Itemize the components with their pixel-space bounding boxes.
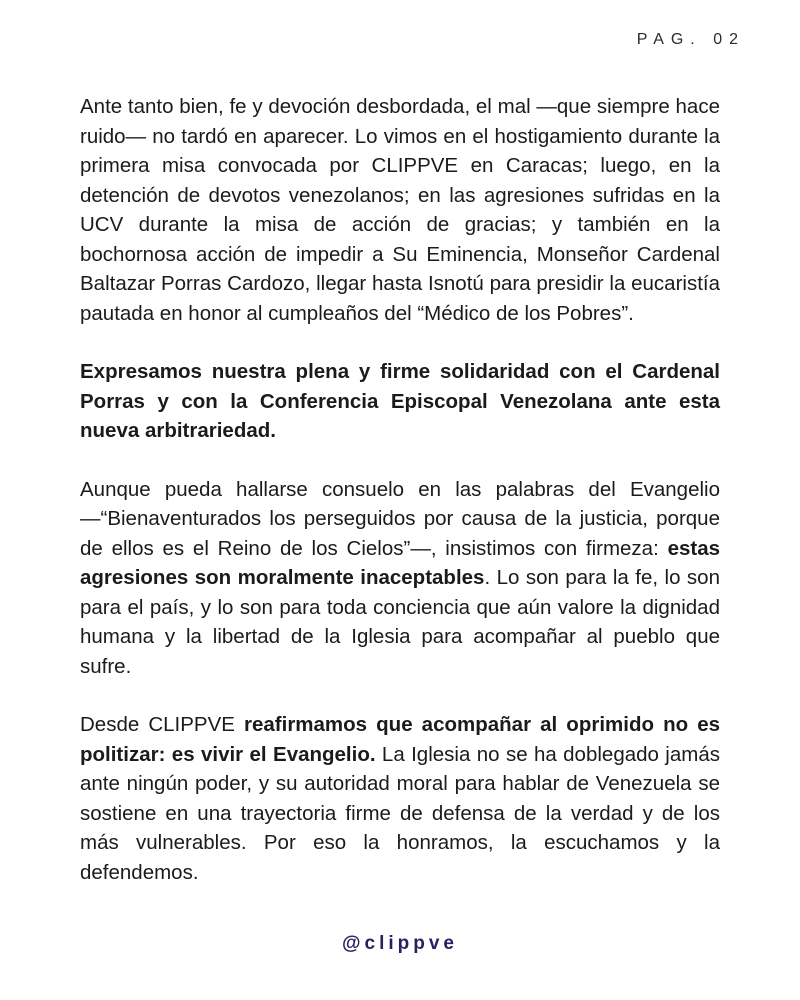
text-run-bold: reafirmamos que acompañar al oprimido no es politizar: es vivir el Evangelio. bbox=[80, 713, 720, 766]
paragraph-solidarity bbox=[80, 357, 720, 446]
text-run: Ante tanto bien, fe y devoción desbordada, el mal —que siempre hace ruido— no tardó en aparecer. Lo vimos en el hostigamiento durante la primera misa convocada por CLIPPVE en Caracas; luego, en la detención de devotos venezolanos; en las agresiones sufridas en la UCV durante la misa de acción de gracias; y también en la bochornosa acción de impedir a Su Eminencia, Monseñor Cardenal Baltazar Porras Cardozo, llegar hasta Isnotú para presidir la eucaristía pautada en honor al cumpleaños del “Médico de los Pobres”. bbox=[80, 95, 720, 325]
page-number-label: PAG. 02 bbox=[636, 31, 745, 48]
text-run: Desde CLIPPVE bbox=[80, 713, 245, 736]
social-handle: @clippve bbox=[342, 933, 458, 954]
text-run: Aunque pueda hallarse consuelo en las palabras del Evangelio —“Bienaventurados los perseguidos por causa de la justicia, porque de ellos es el Reino de los Cielos”—, insistimos con firmeza: bbox=[80, 477, 720, 560]
document-body bbox=[80, 92, 720, 916]
text-run-bold: Expresamos nuestra plena y firme solidaridad con el Cardenal Porras y con la Conferencia Episcopal Venezolana ante esta nueva arbitrariedad. bbox=[80, 360, 720, 442]
paragraph-intro bbox=[80, 92, 720, 328]
text-run: La Iglesia no se ha doblegado jamás ante ningún poder, y su autoridad moral para hablar de Venezuela se sostiene en una trayectoria firme de defensa de la verdad y de los más vulnerables. Por eso la honramos, la escuchamos y la defendemos. bbox=[80, 742, 720, 884]
text-run: . Lo son para la fe, lo son para el país, y lo son para toda conciencia que aún valore la dignidad humana y la libertad de la Iglesia para acompañar al pueblo que sufre. bbox=[80, 566, 720, 678]
paragraph-clippve bbox=[80, 710, 720, 887]
text-run-bold: estas agresiones son moralmente inaceptables bbox=[80, 536, 720, 589]
paragraph-evangelio bbox=[80, 475, 720, 682]
